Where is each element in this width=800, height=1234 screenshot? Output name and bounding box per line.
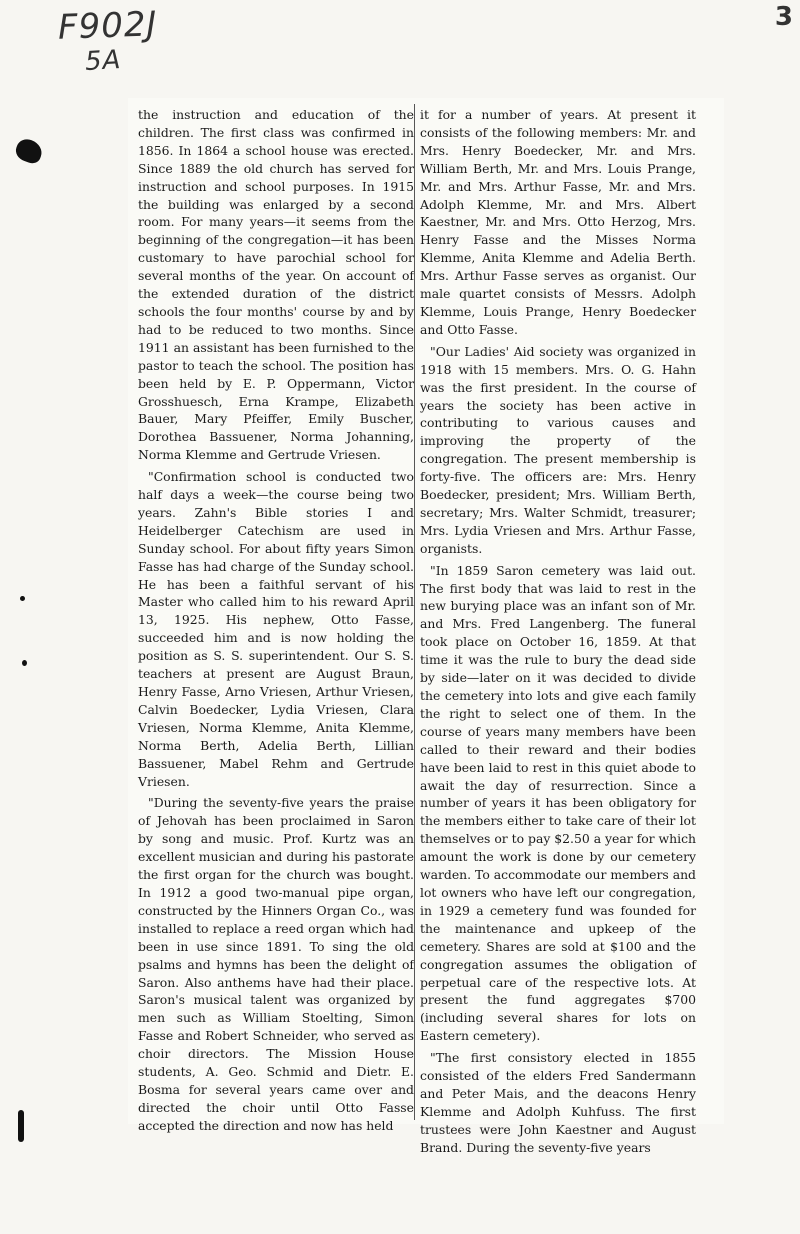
article-paragraph: "The first consistory elected in 1855 consisted of the elders Fred Sandermann and Peter Mais, and the deacons Henry Klemme and Adolph Kuhfuss. The first trustees were John Kaestner and August Brand. During the seventy-five years — [420, 1050, 696, 1155]
catalog-code-handwritten: F902J — [57, 4, 159, 48]
article-paragraph: the instruction and education of the children. The first class was confirmed in 1856. In 1864 a school house was erected. Since 1889 the old church has served for instruction and school purposes. In 1915 the building was enlarged by a second room. For many years—it seems from the beginning of the congregation—it has been customary to have parochial school for several months of the year. On account of the extended duration of the district schools the four months' course by and by had to be reduced to two months. Since 1911 an assistant has been furnished to the pastor to teach the school. The position has been held by E. P. Oppermann, Victor Grosshuesch, Erna Krampe, Elizabeth Bauer, Mary Pfeiffer, Emily Buscher, Dorothea Bassuener, Norma Johanning, Norma Klemme and Gertrude Vriesen. — [138, 107, 414, 463]
article-paragraph: "Our Ladies' Aid society was organized in 1918 with 15 members. Mrs. O. G. Hahn was the first president. In the course of years the society has been active in contributing to various causes and improving the property of the congregation. The present membership is forty-five. The officers are: Mrs. Henry Boedecker, president; Mrs. William Berth, secretary; Mrs. Walter Schmidt, treasurer; Mrs. Lydia Vriesen and Mrs. Arthur Fasse, organists. — [420, 343, 696, 556]
article-paragraph: "In 1859 Saron cemetery was laid out. The first body that was laid to rest in the new burying place was an infant son of Mr. and Mrs. Fred Langenberg. The funeral took place on October 16, 1859. At that time it was the rule to bury the dead side by side—later on it was decided to divide the cemetery into lots and give each family the right to select one of them. In the course of years many members have been called to their reward and their bodies have been laid to rest in this quiet abode to await the day of resurrection. Since a number of years it has been obligatory for the members either to take care of their lot themselves or to pay $2.50 a year for which amount the work is done by our cemetery warden. To accommodate our members and lot owners who have left our congregation, in 1929 a cemetery fund was founded for the maintenance and upkeep of the cemetery. Shares are sold at $100 and the congregation assumes the obligation of perpetual care of the respective lots. At present the fund aggregates $700 (including several shares for lots on Eastern cemetery). — [420, 562, 696, 1044]
ink-blot-mark — [13, 136, 45, 166]
article-paragraph: "Confirmation school is conducted two half days a week—the course being two years. Zahn's Bible stories I and Heidelberger Catechism are used in Sunday school. For about fifty years Simon Fasse has had charge of the Sunday school. He has been a faithful servant of his Master who called him to his reward April 13, 1925. His nephew, Otto Fasse, succeeded him and is now holding the position as S. S. superintendent. Our S. S. teachers at present are August Braun, Henry Fasse, Arno Vriesen, Arthur Vriesen, Calvin Boedecker, Lydia Vriesen, Clara Vriesen, Norma Klemme, Anita Klemme, Norma Berth, Adelia Berth, Lillian Bassuener, Mabel Rehm and Gertrude Vriesen. — [138, 469, 414, 789]
ink-stroke-mark — [18, 1110, 24, 1142]
article-paragraph: it for a number of years. At present it consists of the following members: Mr. and Mrs. Henry Boedecker, Mr. and Mrs. William Berth, Mr. and Mrs. Louis Prange, Mr. and Mrs. Arthur Fasse, Mr. and Mrs. Adolph Klemme, Mr. and Mrs. Albert Kaestner, Mr. and Mrs. Otto Herzog, Mrs. Henry Fasse and the Misses Norma Klemme, Anita Klemme and Adelia Berth. Mrs. Arthur Fasse serves as organist. Our male quartet consists of Messrs. Adolph Klemme, Louis Prange, Henry Boedecker and Otto Fasse. — [420, 107, 696, 337]
ink-dot-mark — [20, 596, 25, 601]
page-number-handwritten: 3 — [774, 2, 794, 32]
ink-dot-mark — [22, 660, 27, 666]
article-paragraph: "During the seventy-five years the praise of Jehovah has been proclaimed in Saron by song and music. Prof. Kurtz was an excellent musician and during his pastorate the first organ for the church was bought. In 1912 a good two-manual pipe organ, constructed by the Hinners Organ Co., was installed to replace a reed organ which had been in use since 1891. To sing the old psalms and hymns has been the delight of Saron. Also anthems have had their place. Saron's musical talent was organized by men such as William Stoelting, Simon Fasse and Robert Schneider, who served as choir directors. The Mission House students, A. Geo. Schmid and Dietr. E. Bosma for several years came over and directed the choir until Otto Fasse accepted the direction and now has held — [138, 795, 414, 1133]
column-divider — [414, 104, 415, 1120]
article-column-left — [138, 106, 414, 1133]
newspaper-clipping — [128, 98, 724, 1155]
catalog-sub-handwritten: 5A — [84, 45, 123, 77]
article-column-right — [420, 106, 696, 1155]
